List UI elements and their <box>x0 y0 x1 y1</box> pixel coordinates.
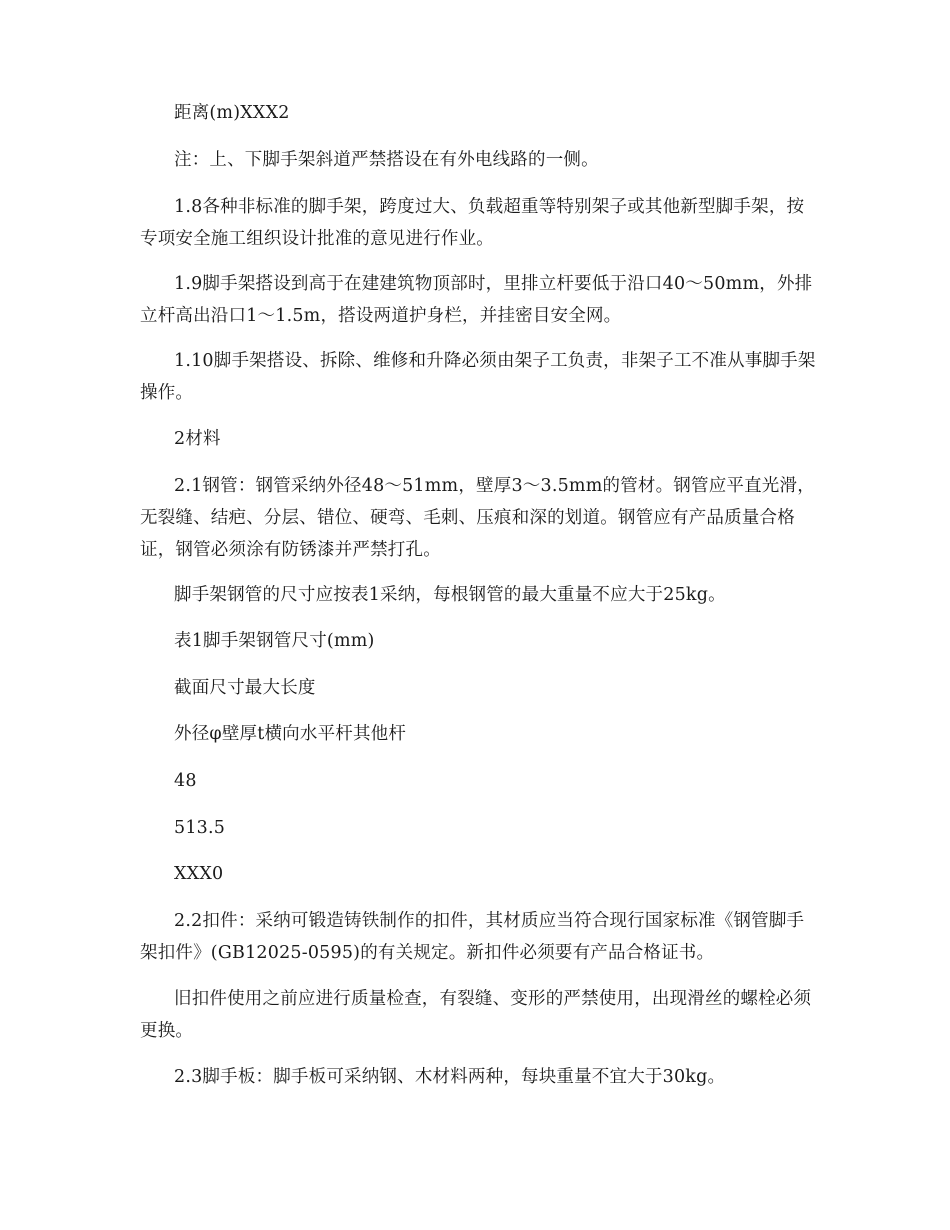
paragraph-table-value-1: 48 <box>174 771 197 791</box>
paragraph-1-8: 1.8各种非标准的脚手架，跨度过大、负载超重等特别架子或其他新型脚手架，按专项安全施工组织设计批准的意见进行作业。 <box>140 197 805 249</box>
paragraph-2-1: 2.1钢管：钢管采纳外径48～51mm，壁厚3～3.5mm的管材。钢管应平直光滑，无裂缝、结疤、分层、错位、硬弯、毛刺、压痕和深的划道。钢管应有产品质量合格证，钢管必须涂有防锈漆并严禁打孔。 <box>140 476 815 560</box>
paragraph-distance: 距离(m)XXX2 <box>174 103 290 123</box>
paragraph-table-1-title: 表1脚手架钢管尺寸(mm) <box>174 631 375 651</box>
paragraph-section-2-heading: 2材料 <box>174 429 221 449</box>
paragraph-pipe-size-rule: 脚手架钢管的尺寸应按表1采纳，每根钢管的最大重量不应大于25kg。 <box>174 585 726 605</box>
paragraph-table-header-2: 外径φ壁厚t横向水平杆其他杆 <box>174 724 407 744</box>
paragraph-table-header-1: 截面尺寸最大长度 <box>174 678 316 698</box>
paragraph-note: 注：上、下脚手架斜道严禁搭设在有外电线路的一侧。 <box>174 150 599 170</box>
paragraph-2-3: 2.3脚手板：脚手板可采纳钢、木材料两种，每块重量不宜大于30kg。 <box>174 1067 726 1087</box>
paragraph-table-value-3: XXX0 <box>174 864 224 884</box>
paragraph-1-9: 1.9脚手架搭设到高于在建建筑物顶部时，里排立杆要低于沿口40～50mm，外排立杆高出沿口1～1.5m，搭设两道护身栏，并挂密目安全网。 <box>140 274 813 326</box>
paragraph-table-value-2: 513.5 <box>174 818 226 838</box>
paragraph-1-10: 1.10脚手架搭设、拆除、维修和升降必须由架子工负责，非架子工不准从事脚手架操作。 <box>140 351 816 403</box>
paragraph-2-2: 2.2扣件：采纳可锻造铸铁制作的扣件，其材质应当符合现行国家标准《钢管脚手架扣件》(GB12025-0595)的有关规定。新扣件必须要有产品合格证书。 <box>140 911 805 963</box>
paragraph-old-fasteners: 旧扣件使用之前应进行质量检查，有裂缝、变形的严禁使用，出现滑丝的螺栓必须更换。 <box>140 989 812 1041</box>
